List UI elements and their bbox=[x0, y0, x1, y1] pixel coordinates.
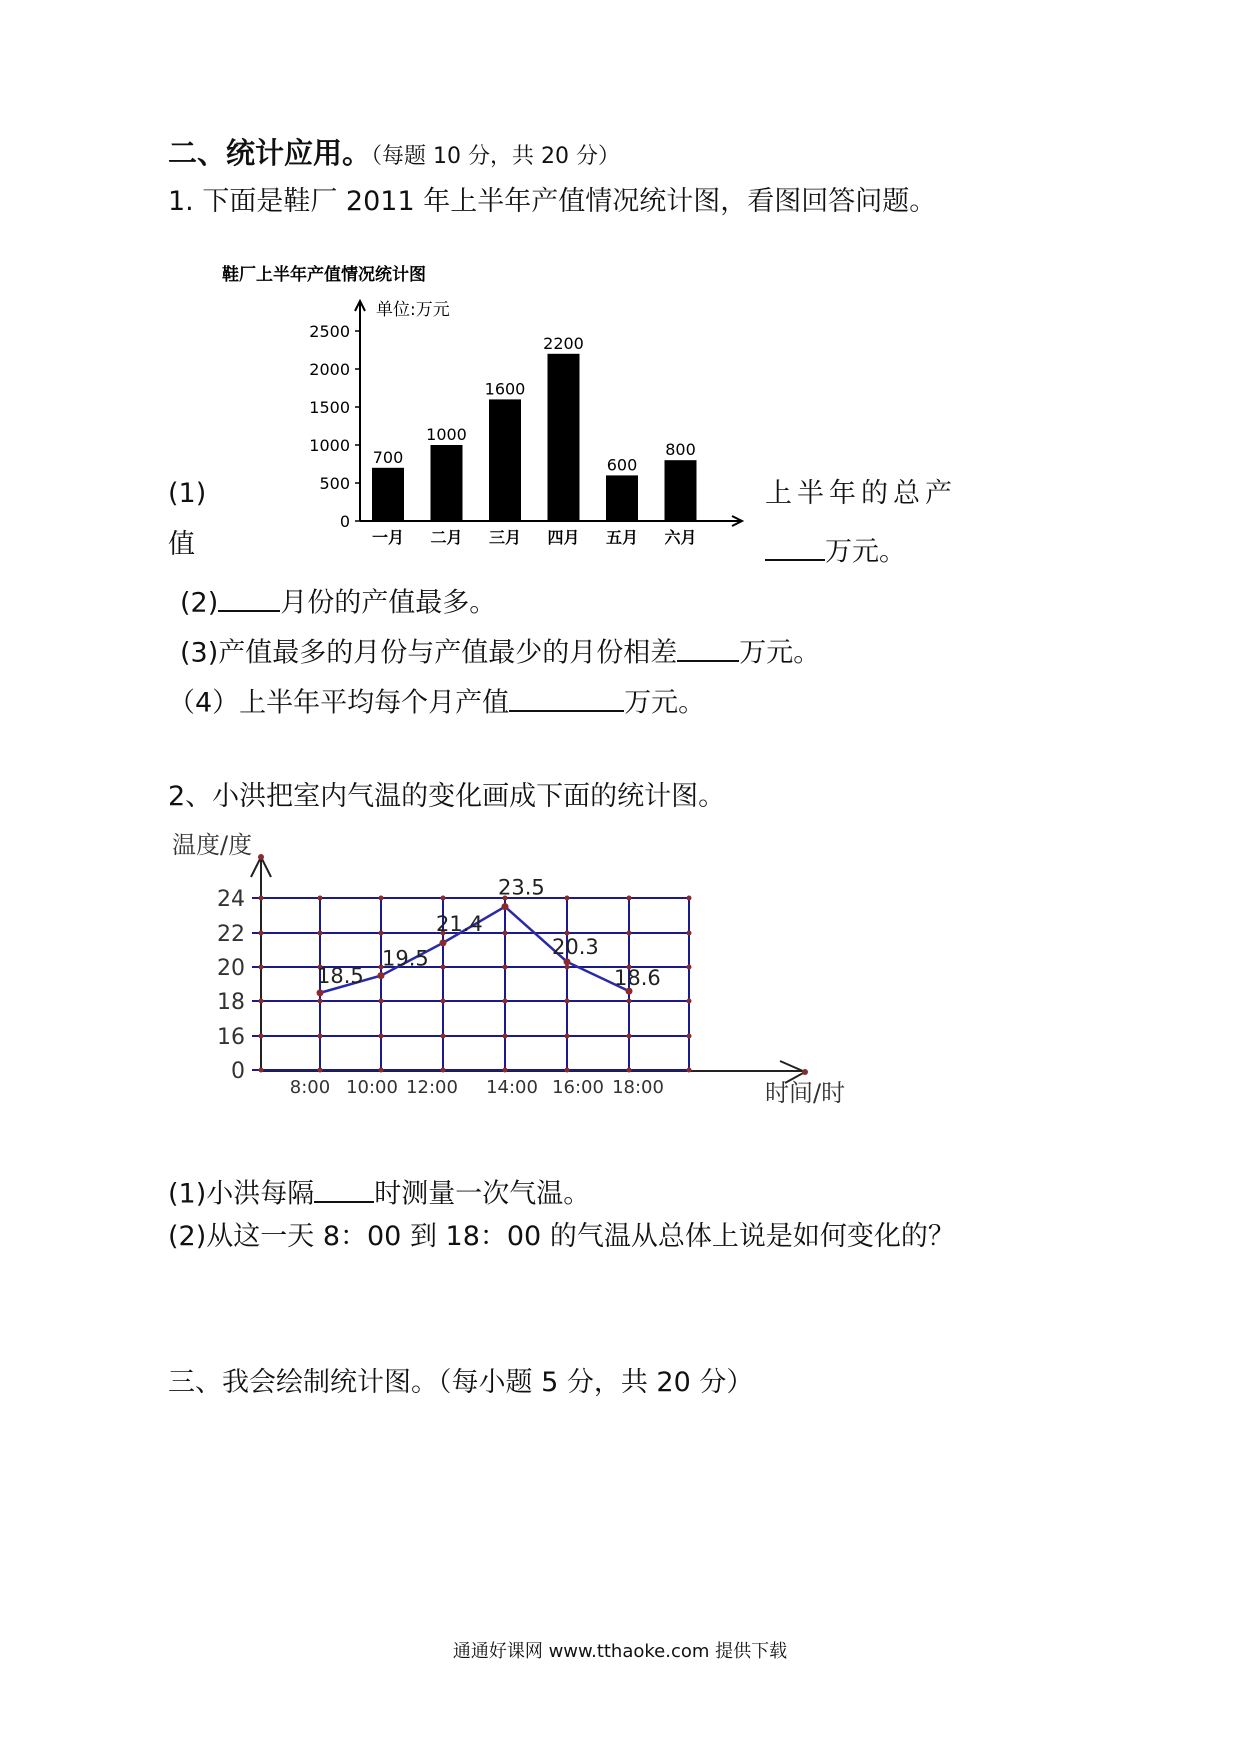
line-chart bbox=[160, 825, 880, 1115]
bar bbox=[548, 354, 580, 521]
data-label: 23.5 bbox=[498, 875, 545, 900]
y-tick-label: 16 bbox=[217, 1025, 245, 1050]
grid-dot bbox=[318, 1034, 323, 1039]
grid-dot bbox=[441, 1034, 446, 1039]
grid-dot bbox=[379, 931, 384, 936]
q1-sub1-text-cont: 值 bbox=[168, 529, 195, 560]
data-label: 700 bbox=[372, 447, 404, 467]
data-label: 19.5 bbox=[382, 946, 429, 971]
q1-sub1-unit: 万元。 bbox=[825, 536, 906, 568]
section-points: （每题 10 分，共 20 分） bbox=[371, 144, 620, 169]
x-tick-label: 二月 bbox=[430, 528, 463, 547]
q1-sub4-unit: 万元。 bbox=[624, 687, 706, 719]
grid-dot bbox=[258, 854, 264, 860]
grid-dot bbox=[259, 965, 264, 970]
section-title: 二、统计应用。 bbox=[168, 136, 372, 170]
grid-dot bbox=[503, 1068, 508, 1073]
q2-sub2: (2)从这一天 8：00 到 18：00 的气温从总体上说是如何变化的？ bbox=[168, 1221, 955, 1252]
data-label: 21.4 bbox=[436, 911, 483, 936]
q1-sub3-unit: 万元。 bbox=[739, 637, 821, 669]
data-label: 1600 bbox=[484, 379, 526, 399]
grid-dot bbox=[259, 931, 264, 936]
bar bbox=[372, 468, 404, 521]
grid-dot bbox=[565, 896, 570, 901]
q1-sub4-text: （4）上半年平均每个月产值 bbox=[168, 687, 510, 719]
q1-sub1-answer-line bbox=[765, 529, 906, 569]
grid-dot bbox=[379, 999, 384, 1004]
grid-dot bbox=[802, 1069, 808, 1075]
y-tick-label: 1000 bbox=[309, 436, 350, 455]
grid-dot bbox=[441, 965, 446, 970]
grid-dot bbox=[503, 965, 508, 970]
q1-sub2 bbox=[180, 580, 496, 620]
grid-dot bbox=[687, 931, 692, 936]
section-3-heading: 三、我会绘制统计图。（每小题 5 分，共 20 分） bbox=[168, 1367, 754, 1398]
grid-dot bbox=[565, 999, 570, 1004]
y-tick-label: 0 bbox=[339, 512, 350, 531]
grid-dot bbox=[627, 896, 632, 901]
bar bbox=[489, 399, 521, 521]
grid-dot bbox=[318, 896, 323, 901]
y-tick-label: 0 bbox=[231, 1059, 245, 1084]
grid-dot bbox=[318, 931, 323, 936]
grid-dot bbox=[259, 999, 264, 1004]
grid-dot bbox=[318, 999, 323, 1004]
q1-sub2-text: 月份的产值最多。 bbox=[280, 587, 497, 619]
q1-sub4 bbox=[168, 680, 705, 720]
question-1-intro: 1. 下面是鞋厂 2011 年上半年产值情况统计图，看图回答问题。 bbox=[168, 186, 937, 217]
answer-blank[interactable] bbox=[314, 1171, 374, 1203]
grid-dot bbox=[441, 1068, 446, 1073]
y-tick-label: 2500 bbox=[309, 322, 350, 341]
grid-dot bbox=[687, 999, 692, 1004]
q1-sub3-text: (3)产值最多的月份与产值最少的月份相差 bbox=[180, 637, 678, 669]
data-point bbox=[440, 939, 447, 946]
q1-sub1-prefix: (1) bbox=[168, 478, 207, 509]
x-tick-label: 10:00 bbox=[346, 1077, 398, 1098]
grid-dot bbox=[627, 999, 632, 1004]
grid-dot bbox=[503, 999, 508, 1004]
x-tick-label: 8:00 bbox=[289, 1077, 331, 1098]
bar bbox=[665, 460, 697, 521]
grid-dot bbox=[687, 896, 692, 901]
data-label: 800 bbox=[665, 440, 696, 460]
grid-dot bbox=[627, 1034, 632, 1039]
grid-dot bbox=[379, 1034, 384, 1039]
data-label: 2200 bbox=[543, 333, 584, 353]
grid-dot bbox=[441, 896, 446, 901]
q2-sub1 bbox=[168, 1171, 590, 1211]
data-point bbox=[378, 972, 385, 979]
x-tick-label: 四月 bbox=[547, 528, 580, 547]
data-point bbox=[564, 958, 571, 965]
q1-sub2-prefix: (2) bbox=[180, 587, 219, 619]
y-axis-label: 温度/度 bbox=[172, 831, 253, 859]
y-tick-label: 22 bbox=[217, 922, 245, 947]
y-tick-label: 1500 bbox=[309, 398, 350, 417]
grid-dot bbox=[259, 1034, 264, 1039]
y-tick-label: 500 bbox=[319, 474, 350, 493]
grid-dot bbox=[503, 931, 508, 936]
q2-sub1-text-end: 时测量一次气温。 bbox=[374, 1178, 591, 1210]
x-tick-label: 六月 bbox=[664, 528, 697, 547]
bar-chart bbox=[210, 258, 760, 558]
q2-sub1-text: (1)小洪每隔 bbox=[168, 1178, 315, 1210]
section-heading bbox=[168, 136, 620, 171]
q1-sub3 bbox=[180, 630, 820, 670]
grid-dot bbox=[687, 1034, 692, 1039]
x-tick-label: 一月 bbox=[371, 528, 405, 547]
grid-dot bbox=[441, 999, 446, 1004]
grid-dot bbox=[687, 965, 692, 970]
bar bbox=[606, 475, 638, 521]
grid-dot bbox=[379, 896, 384, 901]
answer-blank[interactable] bbox=[218, 580, 280, 612]
data-label: 18.5 bbox=[317, 963, 364, 988]
grid-dot bbox=[565, 1034, 570, 1039]
x-tick-label: 14:00 bbox=[486, 1077, 538, 1098]
data-point bbox=[317, 989, 324, 996]
x-axis-label: 时间/时 bbox=[765, 1079, 846, 1107]
y-tick-label: 18 bbox=[217, 990, 245, 1015]
x-tick-label: 三月 bbox=[488, 528, 522, 547]
grid-dot bbox=[503, 1034, 508, 1039]
chart-title: 鞋厂上半年产值情况统计图 bbox=[222, 265, 426, 285]
bar bbox=[431, 445, 463, 521]
grid-dot bbox=[259, 1068, 264, 1073]
answer-blank[interactable] bbox=[677, 630, 739, 662]
data-label: 18.6 bbox=[614, 966, 661, 991]
grid-dot bbox=[687, 1068, 692, 1073]
y-tick-label: 20 bbox=[217, 956, 245, 981]
y-tick-label: 24 bbox=[217, 887, 245, 912]
grid-dot bbox=[379, 1068, 384, 1073]
question-2-intro: 2、小洪把室内气温的变化画成下面的统计图。 bbox=[168, 781, 726, 812]
grid-dot bbox=[627, 931, 632, 936]
y-axis-unit-label: 单位:万元 bbox=[376, 300, 450, 320]
x-tick-label: 12:00 bbox=[406, 1077, 458, 1098]
x-tick-label: 16:00 bbox=[552, 1077, 604, 1098]
footer: 通通好课网 www.tthaoke.com 提供下载 bbox=[452, 1641, 788, 1662]
y-tick-label: 2000 bbox=[309, 360, 350, 379]
data-label: 600 bbox=[606, 455, 638, 475]
x-tick-label: 18:00 bbox=[612, 1077, 664, 1098]
data-point bbox=[502, 903, 509, 910]
answer-blank[interactable] bbox=[509, 680, 624, 712]
grid-dot bbox=[318, 1068, 323, 1073]
grid-dot bbox=[259, 896, 264, 901]
grid-dot bbox=[627, 1068, 632, 1073]
q1-sub1-text: 上半年的总产 bbox=[765, 478, 957, 509]
answer-blank[interactable] bbox=[765, 529, 825, 561]
x-tick-label: 五月 bbox=[605, 528, 639, 547]
grid-dot bbox=[565, 1068, 570, 1073]
data-label: 20.3 bbox=[552, 934, 599, 959]
data-label: 1000 bbox=[426, 425, 467, 444]
